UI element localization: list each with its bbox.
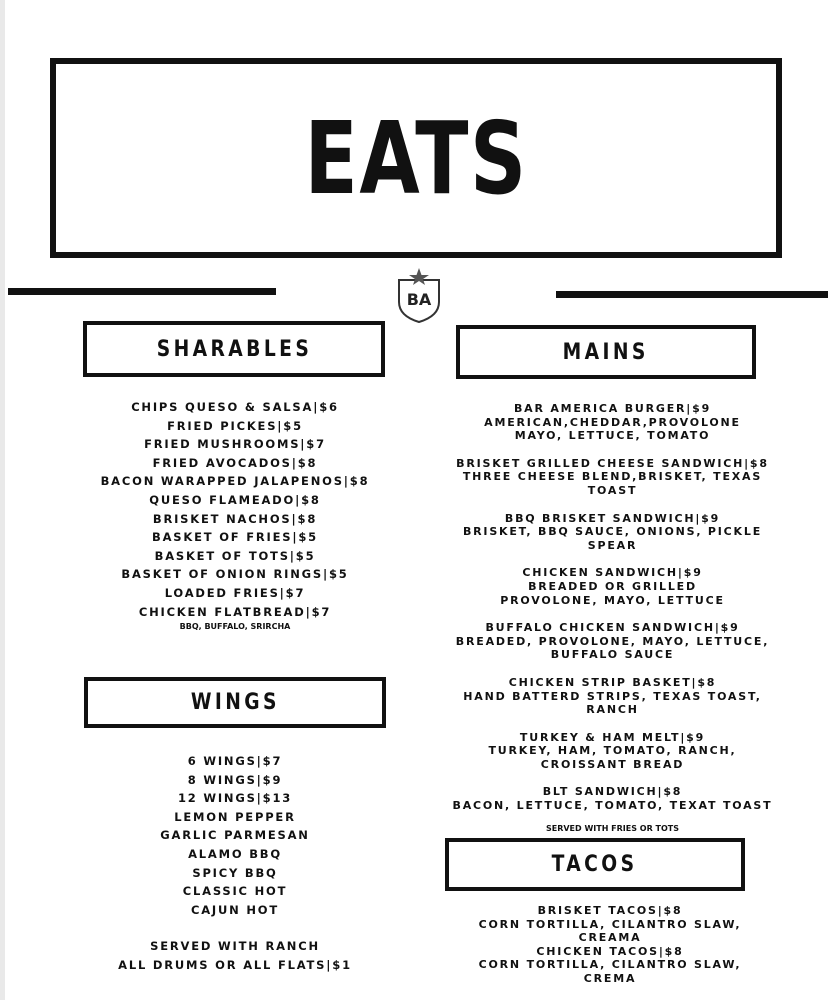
item-desc: BRISKET, BBQ SAUCE, ONIONS, PICKLE [462, 525, 763, 539]
menu-item [440, 621, 785, 662]
item-name: CHICKEN SANDWICH|$9 [522, 566, 703, 580]
item-desc: MAYO, LETTUCE, TOMATO [514, 429, 711, 443]
page-edge [0, 0, 5, 1000]
item-desc: TOAST [587, 483, 638, 497]
list-item: CLASSIC HOT [182, 884, 288, 899]
menu-item [440, 676, 785, 717]
wings-list [60, 752, 410, 975]
list-item: GARLIC PARMESAN [160, 828, 310, 843]
menu-item [440, 731, 785, 772]
tacos-list [440, 904, 780, 985]
sharables-list [60, 398, 410, 632]
item-desc: TURKEY, HAM, TOMATO, RANCH, [488, 744, 737, 758]
item-desc: RANCH [586, 703, 639, 717]
menu-item [440, 512, 785, 553]
list-item: QUESO FLAMEADO|$8 [149, 492, 321, 507]
wings-header [84, 677, 386, 728]
divider-left [8, 288, 276, 295]
list-item: FRIED MUSHROOMS|$7 [144, 437, 326, 452]
item-name: CHICKEN STRIP BASKET|$8 [508, 675, 717, 689]
served-with-fries-note: SERVED WITH FRIES OR TOTS [545, 823, 680, 833]
list-item: BASKET OF ONION RINGS|$5 [121, 567, 349, 582]
mains-list [440, 402, 785, 834]
item-desc: CORN TORTILLA, CILANTRO SLAW, [478, 917, 742, 931]
mains-header [456, 325, 756, 379]
item-desc: SPEAR [587, 538, 638, 552]
menu-item [440, 785, 785, 812]
list-item: LEMON PEPPER [174, 809, 296, 824]
list-item: BACON WARAPPED JALAPENOS|$8 [100, 474, 370, 489]
menu-item [440, 402, 785, 443]
wings-title: WINGS [190, 690, 280, 715]
item-name: BRISKET GRILLED CHEESE SANDWICH|$8 [456, 456, 769, 470]
list-item: BASKET OF FRIES|$5 [152, 530, 318, 545]
item-desc: BREADED OR GRILLED [528, 579, 697, 593]
list-item: SPICY BBQ [192, 865, 278, 880]
list-item: BASKET OF TOTS|$5 [154, 548, 316, 563]
mains-title: MAINS [562, 339, 650, 365]
list-item: ALAMO BBQ [188, 846, 282, 861]
item-desc: CORN TORTILLA, CILANTRO SLAW, [478, 958, 742, 971]
sharables-header [83, 321, 385, 377]
item-name: CHICKEN TACOS|$8 [536, 944, 684, 958]
item-desc: CREMA [583, 971, 637, 985]
page-title: EATS [304, 99, 528, 217]
sharables-title: SHARABLES [156, 336, 312, 362]
divider-right [556, 291, 828, 298]
item-name: BBQ BRISKET SANDWICH|$9 [504, 511, 721, 525]
item-name: TURKEY & HAM MELT|$9 [519, 730, 706, 744]
item-desc: BACON, LETTUCE, TOMATO, TEXAT TOAST [452, 799, 773, 813]
item-desc: HAND BATTERD STRIPS, TEXAS TOAST, [463, 689, 762, 703]
list-item: 6 WINGS|$7 [187, 754, 283, 768]
menu-item [440, 457, 785, 498]
list-item: FRIED AVOCADOS|$8 [152, 455, 318, 470]
flatbread-note: BBQ, BUFFALO, SRIRCHA [179, 622, 291, 632]
list-item: LOADED FRIES|$7 [164, 585, 306, 600]
bar-america-logo [395, 266, 443, 324]
menu-item [440, 566, 785, 607]
list-item: 12 WINGS|$13 [177, 791, 293, 806]
item-desc: THREE CHEESE BLEND,BRISKET, TEXAS [462, 470, 763, 484]
item-desc: PROVOLONE, MAYO, LETTUCE [500, 593, 725, 607]
item-name: BLT SANDWICH|$8 [542, 785, 683, 799]
served-with-ranch: SERVED WITH RANCH [150, 939, 320, 954]
item-name: BUFFALO CHICKEN SANDWICH|$9 [485, 621, 740, 635]
tacos-header [445, 838, 745, 891]
title-banner [50, 58, 782, 258]
item-desc: AMERICAN,CHEDDAR,PROVOLONE [484, 415, 741, 429]
list-item: CHICKEN FLATBREAD|$7 [138, 604, 332, 619]
item-name: BAR AMERICA BURGER|$9 [513, 402, 712, 415]
drums-flats-note: ALL DRUMS OR ALL FLATS|$1 [118, 957, 352, 972]
item-desc: CROISSANT BREAD [540, 757, 685, 771]
tacos-title: TACOS [552, 852, 638, 877]
list-item: CAJUN HOT [190, 902, 280, 917]
item-desc: BUFFALO SAUCE [550, 648, 675, 662]
list-item: CHIPS QUESO & SALSA|$6 [131, 400, 339, 414]
list-item: 8 WINGS|$9 [187, 772, 283, 787]
item-desc: BREADED, PROVOLONE, MAYO, LETTUCE, [455, 634, 770, 648]
logo-text: BA [406, 290, 432, 309]
item-name: BRISKET TACOS|$8 [537, 904, 683, 917]
list-item: FRIED PICKES|$5 [167, 418, 303, 433]
list-item: BRISKET NACHOS|$8 [152, 511, 318, 526]
item-desc: CREAMA [578, 931, 642, 944]
